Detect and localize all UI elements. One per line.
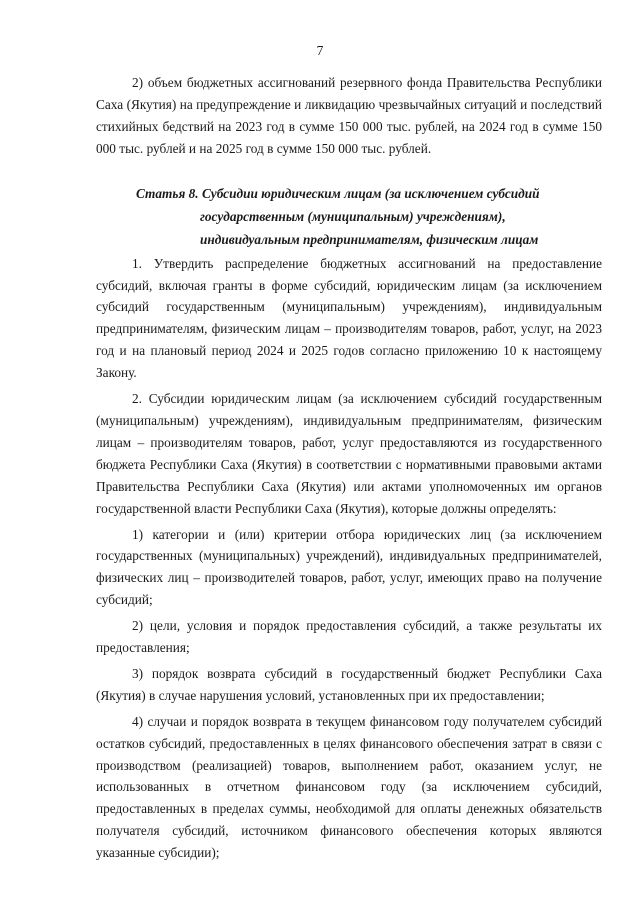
- article-heading-line-3: индивидуальным предпринимателям, физическим лицам: [200, 231, 539, 247]
- article-heading-line-1: Статья 8. Субсидии юридическим лицам (за исключением субсидий: [136, 185, 540, 201]
- article-heading-line-2: государственным (муниципальным) учреждениям),: [200, 208, 506, 224]
- article-item-2: 2. Субсидии юридическим лицам (за исключением субсидий государственным (муниципальным) учреждениям), индивидуальным предпринимателям, физическим лицам – производителям товаров, работ, услуг предоставляются из государственного бюджета Республики Саха (Якутия) в соответствии с нормативными правовыми актами Правительства Республики Саха (Якутия) или актами уполномоченных им органов государственной власти Республики Саха (Якутия), которые должны определять:: [96, 391, 602, 516]
- article-heading: [96, 182, 602, 251]
- subitem-3: 3) порядок возврата субсидий в государственный бюджет Республики Саха (Якутия) в случае нарушения условий, установленных при их предоставлении;: [96, 665, 602, 703]
- page-number: 7: [316, 43, 324, 58]
- subitem-2: 2) цели, условия и порядок предоставления субсидий, а также результаты их предоставления;: [96, 618, 602, 656]
- subitem-1: 1) категории и (или) критерии отбора юридических лиц (за исключением государственных (муниципальных) учреждений), индивидуальных предпринимателей, физических лиц – производителей товаров, работ, услуг, имеющих право на получение субсидий;: [96, 526, 602, 608]
- paragraph-reserve-fund: 2) объем бюджетных ассигнований резервного фонда Правительства Республики Саха (Якутия) на предупреждение и ликвидацию чрезвычайных ситуаций и последствий стихийных бедствий на 2023 год в сумме 150 000 тыс. рублей, на 2024 год в сумме 150 000 тыс. рублей и на 2025 год в сумме 150 000 тыс. рублей.: [96, 75, 602, 156]
- document-body: [96, 72, 602, 864]
- subitem-4: 4) случаи и порядок возврата в текущем финансовом году получателем субсидий остатков субсидий, предоставленных в целях финансового обеспечения затрат в связи с производством (реализацией) товаров, выполнением работ, оказанием услуг, не использованных в отчетном финансовом году (за исключением субсидий, предоставленных в пределах суммы, необходимой для оплаты денежных обязательств получателя субсидий, источником финансового обеспечения которых являются указанные субсидии);: [96, 713, 602, 861]
- article-item-1: 1. Утвердить распределение бюджетных ассигнований на предоставление субсидий, включая гранты в форме субсидий, юридическим лицам (за исключением субсидий государственным (муниципальным) учреждениям), индивидуальным предпринимателям, физическим лицам – производителям товаров, работ, услуг, на 2023 год и на плановый период 2024 и 2025 годов согласно приложению 10 к настоящему Закону.: [96, 255, 602, 381]
